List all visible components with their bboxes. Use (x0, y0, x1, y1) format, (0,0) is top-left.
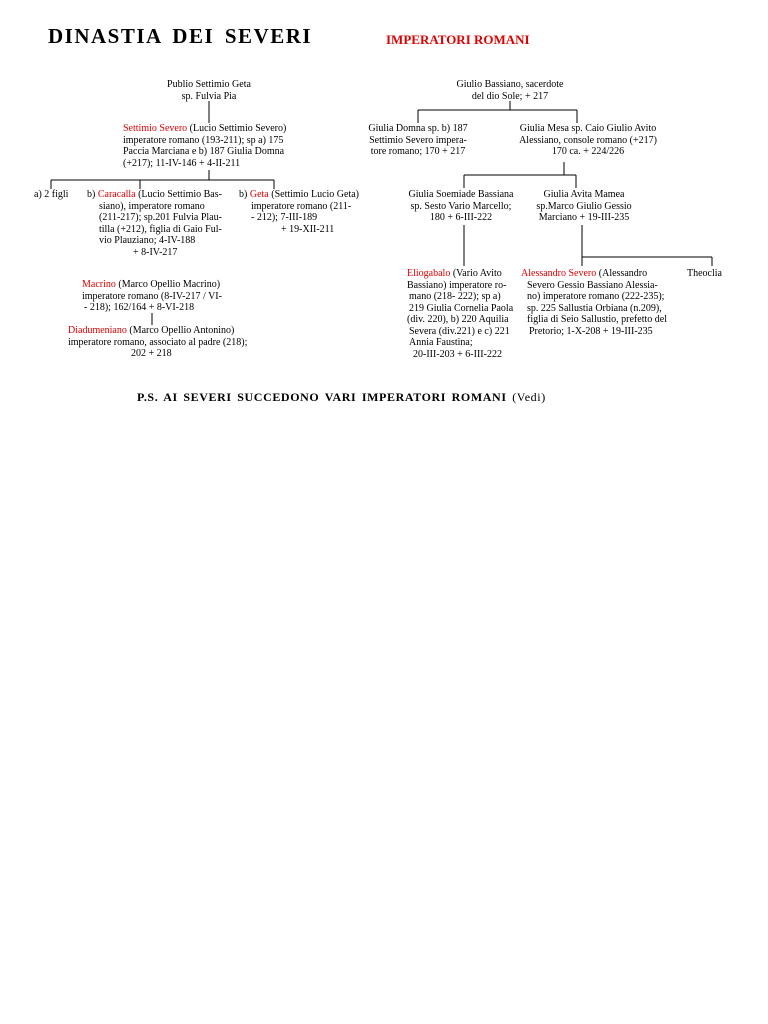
node-line: Theoclia (687, 268, 722, 279)
node-geta (239, 189, 359, 235)
node-line: Giulia Domna sp. b) 187 (368, 123, 468, 134)
node-line: Marciano + 19-III-235 (538, 212, 630, 223)
node-line: + 19-XII-211 (281, 223, 335, 235)
node-prefix: b) (87, 189, 98, 200)
node-line: vio Plauziano; 4-IV-188 (99, 235, 196, 246)
emperor-name: Diadumeniano (68, 325, 127, 336)
emperor-name: Alessandro Severo (521, 268, 597, 279)
node-line: sp.Marco Giulio Gessio (536, 200, 632, 212)
node-alessandro-severo (521, 268, 667, 337)
node-line: figlia di Seio Sallustio, prefetto del (527, 314, 667, 325)
emperor-name: Macrino (82, 279, 116, 290)
node-giulia-domna (360, 123, 476, 158)
node-line: 219 Giulia Cornelia Paola (409, 302, 514, 314)
page-subtitle: IMPERATORI ROMANI (386, 32, 530, 47)
node-line: (Vario Avito (450, 268, 502, 279)
node-line: siano), imperatore romano (99, 200, 205, 212)
node-line: imperatore romano, associato al padre (218); (68, 336, 248, 348)
node-line: sp. 225 Sallustia Orbiana (n.209), (527, 302, 662, 314)
node-line: (+217); 11-IV-146 + 4-II-211 (123, 157, 241, 169)
node-line: Publio Settimio Geta (167, 79, 251, 90)
node-diadumeniano (68, 325, 247, 360)
footer-link[interactable]: (Vedi) (506, 390, 546, 404)
node-line: imperatore romano (193-211); sp a) 175 (123, 134, 284, 146)
node-line: imperatore romano (8-IV-217 / VI- (82, 290, 222, 302)
node-line: (Lucio Settimio Severo) (187, 123, 287, 134)
node-line: a) 2 figli (34, 189, 69, 200)
node-line: Paccia Marciana e b) 187 Giulia Domna (123, 146, 285, 157)
node-line: sp. Fulvia Pia (181, 90, 237, 102)
node-line: Bassiano) imperatore ro- (407, 279, 507, 291)
footer-note (137, 390, 546, 405)
node-line: + 8-IV-217 (133, 246, 178, 258)
node-line: tilla (+212), figlia di Gaio Ful- (99, 223, 222, 235)
node-line: Severa (div.221) e c) 221 (409, 325, 510, 337)
node-line: Annia Faustina; (409, 337, 473, 348)
node-line: del dio Sole; + 217 (471, 90, 549, 102)
node-line: sp. Sesto Vario Marcello; (410, 200, 512, 212)
node-giulia-soemiade (398, 189, 524, 224)
node-line: (Marco Opellio Macrino) (115, 279, 221, 290)
page-title: DINASTIA DEI SEVERI (48, 24, 313, 48)
node-line: (Alessandro (596, 268, 648, 279)
emperor-name: Caracalla (97, 189, 136, 200)
node-line: Severo Gessio Bassiano Alessia- (527, 279, 658, 291)
emperor-name: Geta (249, 189, 269, 200)
node-giulia-mesa (503, 123, 673, 158)
node-line: (211-217); sp.201 Fulvia Plau- (99, 212, 222, 223)
node-settimio-severo (123, 123, 286, 169)
node-due-figli (34, 189, 68, 201)
node-line: - 218); 162/164 + 8-VI-218 (84, 302, 195, 313)
emperor-name: Eliogabalo (407, 268, 451, 279)
node-line: - 212); 7-III-189 (251, 212, 318, 223)
node-line: (Lucio Settimio Bas- (135, 189, 222, 200)
node-line: 170 ca. + 224/226 (551, 146, 625, 157)
node-line: mano (218- 222); sp a) (409, 291, 501, 302)
node-line: Alessiano, console romano (+217) (519, 134, 657, 146)
node-eliogabalo (407, 268, 513, 360)
node-giulio-bassiano (447, 79, 573, 102)
node-caracalla (87, 189, 222, 258)
node-theoclia (687, 268, 722, 280)
node-line: Giulio Bassiano, sacerdote (456, 79, 564, 90)
node-line: no) imperatore romano (222-235); (527, 291, 665, 302)
node-line: Giulia Mesa sp. Caio Giulio Avito (519, 123, 657, 134)
node-line: Giulia Soemiade Bassiana (408, 189, 514, 200)
node-line: 180 + 6-III-222 (429, 212, 493, 223)
node-prefix: b) (239, 189, 250, 200)
node-line: (Settimio Lucio Geta) (268, 189, 359, 200)
node-line: (Marco Opellio Antonino) (126, 325, 235, 336)
node-line: Pretorio; 1-X-208 + 19-III-235 (529, 325, 653, 337)
node-line: tore romano; 170 + 217 (370, 146, 466, 157)
node-line: imperatore romano (211- (251, 200, 352, 212)
node-macrino (82, 279, 222, 314)
emperor-name: Settimio Severo (123, 123, 188, 134)
node-line: Giulia Avita Mamea (543, 189, 625, 200)
node-line: (div. 220), b) 220 Aquilia (407, 314, 509, 325)
node-publio-settimio-geta (149, 79, 269, 102)
node-line: 20-III-203 + 6-III-222 (413, 348, 502, 360)
node-line: Settimio Severo impera- (369, 134, 467, 146)
node-giulia-mamea (528, 189, 640, 224)
node-line: 202 + 218 (131, 348, 172, 359)
footer-main: P.S. AI SEVERI SUCCEDONO VARI IMPERATORI ROMANI (137, 390, 507, 404)
